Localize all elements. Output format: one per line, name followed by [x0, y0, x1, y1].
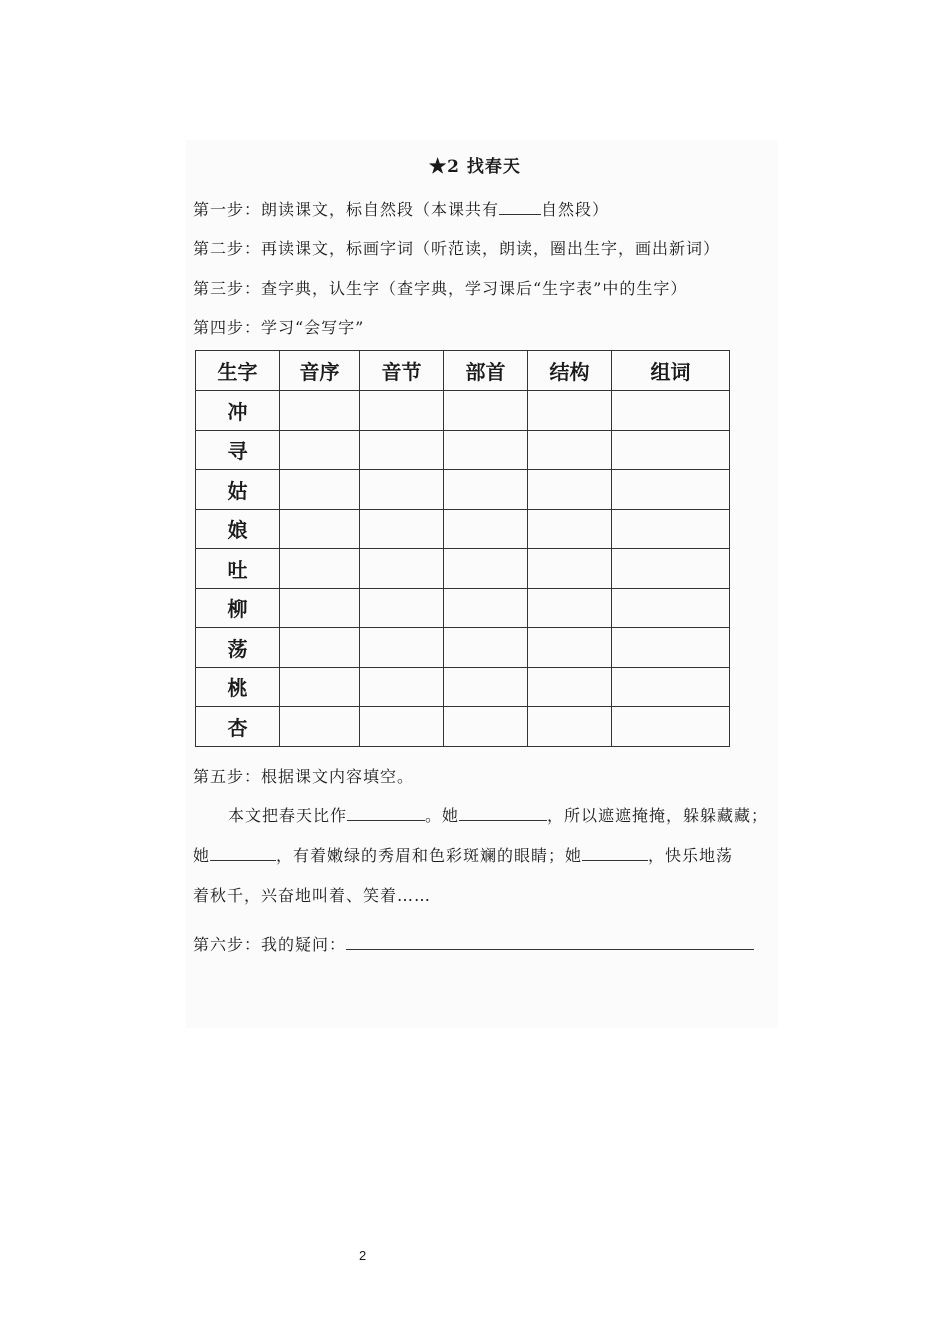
table-header-row [196, 351, 730, 391]
header-cell: 组词 [612, 351, 730, 391]
answer-cell[interactable] [360, 628, 444, 668]
step-3: 第三步：查字典，认生字（查字典，学习课后“生字表”中的生字） [193, 279, 688, 298]
answer-cell[interactable] [360, 549, 444, 589]
answer-cell[interactable] [444, 667, 528, 707]
table-row [196, 509, 730, 549]
answer-cell[interactable] [360, 509, 444, 549]
fill-line-3: 着秋千，兴奋地叫着、笑着…… [193, 886, 432, 905]
step-1: 第一步：朗读课文，标自然段（本课共有 自然段） [193, 200, 610, 219]
answer-cell[interactable] [360, 430, 444, 470]
answer-cell[interactable] [612, 707, 730, 747]
answer-cell[interactable] [444, 707, 528, 747]
question-blank[interactable] [346, 935, 754, 950]
answer-cell[interactable] [528, 628, 612, 668]
answer-cell[interactable] [444, 430, 528, 470]
answer-cell[interactable] [280, 430, 360, 470]
table-row [196, 430, 730, 470]
answer-cell[interactable] [280, 628, 360, 668]
answer-cell[interactable] [360, 667, 444, 707]
header-cell: 结构 [528, 351, 612, 391]
answer-cell[interactable] [612, 667, 730, 707]
header-cell: 部首 [444, 351, 528, 391]
answer-cell[interactable] [280, 391, 360, 431]
char-cell: 娘 [196, 509, 280, 549]
char-cell: 桃 [196, 667, 280, 707]
answer-cell[interactable] [444, 628, 528, 668]
answer-cell[interactable] [528, 391, 612, 431]
answer-cell[interactable] [360, 588, 444, 628]
answer-cell[interactable] [528, 470, 612, 510]
answer-cell[interactable] [528, 588, 612, 628]
header-cell: 音序 [280, 351, 360, 391]
fill-line-2: 她 ，有着嫩绿的秀眉和色彩斑斓的眼睛；她 ，快乐地荡 [193, 846, 734, 865]
char-cell: 姑 [196, 470, 280, 510]
answer-cell[interactable] [612, 430, 730, 470]
answer-cell[interactable] [528, 430, 612, 470]
answer-cell[interactable] [360, 391, 444, 431]
answer-cell[interactable] [528, 549, 612, 589]
answer-cell[interactable] [280, 707, 360, 747]
char-cell: 柳 [196, 588, 280, 628]
answer-cell[interactable] [612, 509, 730, 549]
char-cell: 寻 [196, 430, 280, 470]
answer-cell[interactable] [612, 588, 730, 628]
answer-cell[interactable] [280, 588, 360, 628]
table-row [196, 391, 730, 431]
answer-cell[interactable] [280, 549, 360, 589]
fill-blank[interactable] [347, 806, 425, 821]
step-6: 第六步：我的疑问： [193, 932, 754, 955]
answer-cell[interactable] [444, 509, 528, 549]
answer-cell[interactable] [360, 707, 444, 747]
fill-blank[interactable] [459, 806, 547, 821]
answer-cell[interactable] [612, 391, 730, 431]
step-4: 第四步：学习“会写字” [193, 318, 365, 337]
step-2: 第二步：再读课文，标画字词（听范读，朗读，圈出生字，画出新词） [193, 239, 721, 258]
answer-cell[interactable] [528, 667, 612, 707]
header-cell: 生字 [196, 351, 280, 391]
char-cell: 杏 [196, 707, 280, 747]
paragraph-count-blank[interactable] [499, 200, 541, 215]
answer-cell[interactable] [280, 509, 360, 549]
table-row [196, 628, 730, 668]
answer-cell[interactable] [360, 470, 444, 510]
table-row [196, 707, 730, 747]
char-cell: 荡 [196, 628, 280, 668]
fill-line-1: 本文把春天比作 。她 ，所以遮遮掩掩，躲躲藏藏； [228, 806, 769, 825]
answer-cell[interactable] [612, 470, 730, 510]
answer-cell[interactable] [612, 628, 730, 668]
answer-cell[interactable] [444, 470, 528, 510]
table-row [196, 470, 730, 510]
answer-cell[interactable] [280, 470, 360, 510]
lesson-title: ★2 找春天 [429, 157, 521, 177]
char-cell: 冲 [196, 391, 280, 431]
answer-cell[interactable] [528, 509, 612, 549]
character-table [195, 350, 730, 747]
answer-cell[interactable] [444, 549, 528, 589]
fill-blank[interactable] [210, 846, 276, 861]
table-row [196, 588, 730, 628]
answer-cell[interactable] [612, 549, 730, 589]
answer-cell[interactable] [444, 391, 528, 431]
page-number: 2 [359, 1248, 367, 1263]
answer-cell[interactable] [528, 707, 612, 747]
char-cell: 吐 [196, 549, 280, 589]
answer-cell[interactable] [444, 588, 528, 628]
fill-blank[interactable] [582, 846, 648, 861]
step-5: 第五步：根据课文内容填空。 [193, 767, 415, 786]
table-row [196, 667, 730, 707]
answer-cell[interactable] [280, 667, 360, 707]
table-row [196, 549, 730, 589]
header-cell: 音节 [360, 351, 444, 391]
